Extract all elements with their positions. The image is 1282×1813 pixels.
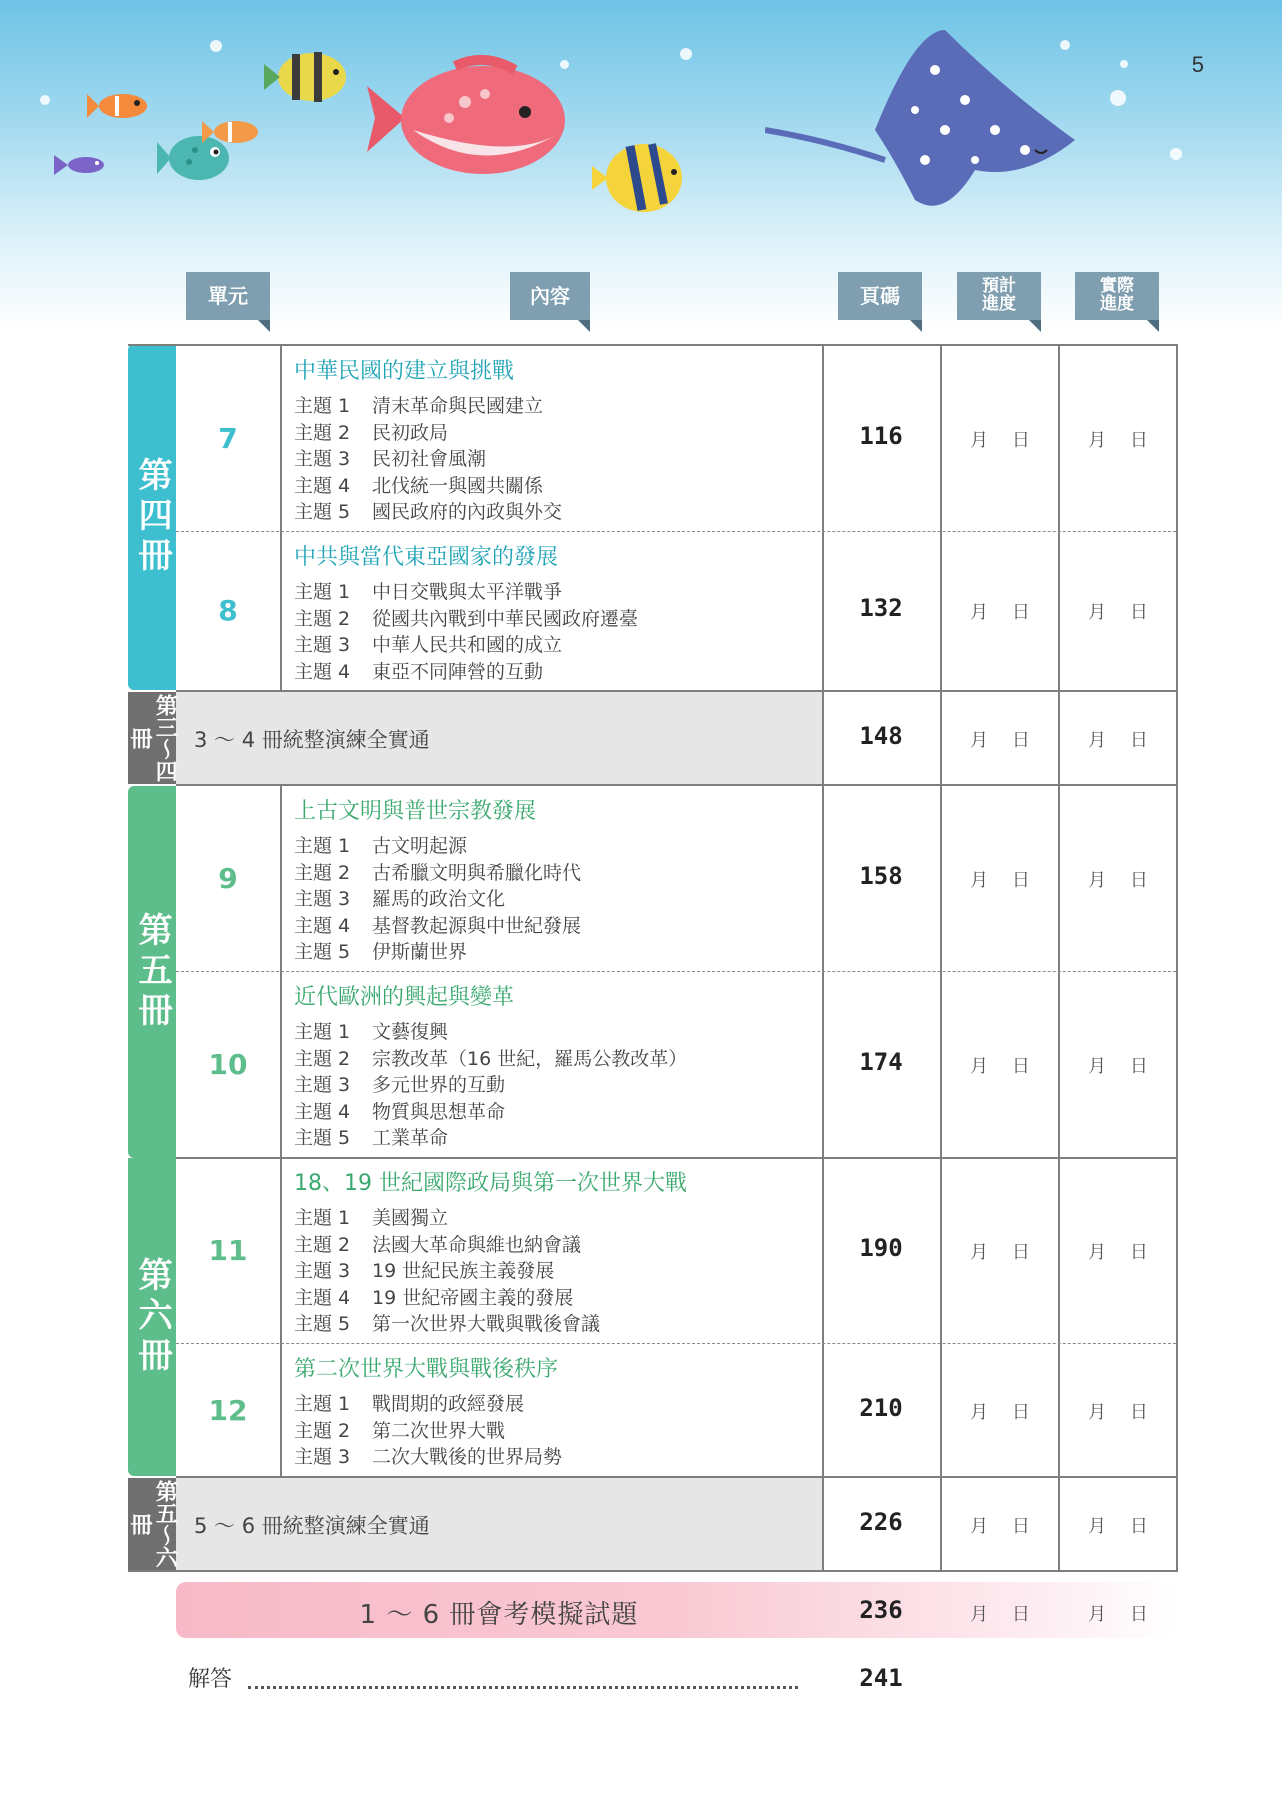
topic-item[interactable]: 主題 4 19 世紀帝國主義的發展 — [294, 1286, 574, 1309]
actual-date[interactable]: 月 日 — [1088, 430, 1148, 451]
topic-item[interactable]: 主題 1 清末革命與民國建立 — [294, 395, 544, 417]
row-divider — [176, 1476, 1178, 1478]
header-unit: 單元 — [186, 272, 270, 320]
bubble-icon — [40, 95, 50, 105]
topic-item[interactable]: 主題 1 古文明起源 — [294, 835, 468, 857]
divider — [822, 344, 824, 1572]
volume-5-label: 第五冊 — [128, 786, 176, 1158]
page-number-cell: 132 — [859, 594, 903, 622]
planned-date[interactable]: 月 日 — [970, 1056, 1030, 1077]
row-divider — [176, 784, 1178, 786]
pink-fish-icon — [365, 52, 575, 182]
actual-date[interactable]: 月 日 — [1088, 1604, 1148, 1625]
header-content: 內容 — [510, 272, 590, 320]
bubble-icon — [680, 48, 692, 60]
unit-number: 10 — [208, 1048, 248, 1081]
topic-item[interactable]: 主題 1 文藝復興 — [294, 1021, 449, 1043]
unit-content — [294, 354, 814, 526]
topic-item[interactable]: 主題 1 中日交戰與太平洋戰爭 — [294, 581, 563, 603]
topic-item[interactable]: 主題 1 戰間期的政經發展 — [294, 1393, 525, 1415]
actual-date[interactable]: 月 日 — [1088, 1516, 1148, 1537]
unit-content — [294, 1166, 814, 1338]
page-number-cell: 241 — [859, 1664, 903, 1692]
page-number-cell: 210 — [859, 1394, 903, 1422]
topic-item[interactable]: 主題 4 北伐統一與國共關係 — [294, 474, 544, 497]
planned-date[interactable]: 月 日 — [970, 1402, 1030, 1423]
unit-number: 11 — [208, 1234, 248, 1267]
unit-number: 8 — [218, 594, 238, 627]
topic-item[interactable]: 主題 2 古希臘文明與希臘化時代 — [294, 861, 582, 884]
unit-content — [294, 1352, 814, 1471]
topic-item[interactable]: 主題 3 二次大戰後的世界局勢 — [294, 1446, 563, 1468]
dot-leader — [248, 1664, 798, 1689]
volume-3-4-label: 第三～四冊 — [127, 694, 178, 782]
page-number-cell: 158 — [859, 862, 903, 890]
bubble-icon — [1170, 148, 1182, 160]
chapter-title[interactable]: 18、19 世紀國際政局與第一次世界大戰 — [294, 1171, 687, 1196]
divider — [280, 344, 282, 690]
topic-item[interactable]: 主題 4 東亞不同陣營的互動 — [294, 660, 544, 683]
divider — [280, 786, 282, 1476]
page-number-cell: 174 — [859, 1048, 903, 1076]
chapter-title[interactable]: 上古文明與普世宗教發展 — [294, 799, 537, 824]
volume-6-label: 第六冊 — [128, 1158, 176, 1476]
divider — [1058, 344, 1060, 1572]
topic-item[interactable]: 主題 5 伊斯蘭世界 — [294, 941, 468, 963]
topic-item[interactable]: 主題 5 第一次世界大戰與戰後會議 — [294, 1313, 601, 1335]
page-number-cell: 116 — [859, 422, 903, 450]
header-actual-line2: 進度 — [1100, 294, 1134, 314]
topic-item[interactable]: 主題 4 基督教起源與中世紀發展 — [294, 914, 582, 937]
topic-item[interactable]: 主題 2 民初政局 — [294, 421, 449, 444]
actual-date[interactable]: 月 日 — [1088, 1056, 1148, 1077]
unit-number: 9 — [218, 862, 238, 895]
orange-fish-icon — [85, 88, 155, 124]
review-3-4-title[interactable]: 3 ～ 4 冊統整演練全實通 — [194, 728, 430, 752]
unit-number: 7 — [218, 422, 238, 455]
actual-date[interactable]: 月 日 — [1088, 730, 1148, 751]
purple-fish-icon — [52, 152, 108, 178]
page-number-cell: 148 — [859, 722, 903, 750]
planned-date[interactable]: 月 日 — [970, 730, 1030, 751]
chapter-title[interactable]: 近代歐洲的興起與變革 — [294, 985, 515, 1010]
butterflyfish-icon — [590, 132, 690, 222]
clownfish-icon — [200, 115, 264, 149]
chapter-title[interactable]: 中共與當代東亞國家的發展 — [294, 545, 559, 570]
bubble-icon — [1120, 60, 1128, 68]
planned-date[interactable]: 月 日 — [970, 1604, 1030, 1625]
row-divider — [176, 690, 1178, 692]
actual-date[interactable]: 月 日 — [1088, 1402, 1148, 1423]
row-divider — [176, 971, 1176, 972]
page-number-cell: 190 — [859, 1234, 903, 1262]
planned-date[interactable]: 月 日 — [970, 430, 1030, 451]
topic-item[interactable]: 主題 2 第二次世界大戰 — [294, 1419, 506, 1442]
unit-content — [294, 794, 814, 966]
divider — [940, 344, 942, 1572]
bubble-icon — [210, 40, 222, 52]
chapter-title[interactable]: 第二次世界大戰與戰後秩序 — [294, 1357, 559, 1382]
topic-item[interactable]: 主題 3 19 世紀民族主義發展 — [294, 1260, 555, 1282]
header-planned-line2: 進度 — [982, 294, 1016, 314]
planned-date[interactable]: 月 日 — [970, 602, 1030, 623]
planned-date[interactable]: 月 日 — [970, 1242, 1030, 1263]
page-number-cell: 236 — [859, 1596, 903, 1624]
topic-item[interactable]: 主題 3 民初社會風潮 — [294, 448, 487, 470]
topic-item[interactable]: 主題 2 從國共內戰到中華民國政府遷臺 — [294, 607, 639, 630]
unit-number: 12 — [208, 1394, 248, 1427]
topic-item[interactable]: 主題 3 中華人民共和國的成立 — [294, 634, 563, 656]
topic-item[interactable]: 主題 5 工業革命 — [294, 1127, 449, 1149]
volume-4-label: 第四冊 — [128, 344, 176, 690]
actual-date[interactable]: 月 日 — [1088, 602, 1148, 623]
topic-item[interactable]: 主題 5 國民政府的內政與外交 — [294, 501, 563, 523]
angelfish-icon — [262, 42, 354, 112]
page-number: 5 — [1191, 52, 1204, 77]
mock-exam-title[interactable]: 1 ～ 6 冊會考模擬試題 — [359, 1600, 639, 1630]
header-actual-progress — [1075, 272, 1159, 320]
planned-date[interactable]: 月 日 — [970, 1516, 1030, 1537]
volume-5-6-label: 第五～六冊 — [127, 1480, 178, 1568]
header-actual-line1: 實際 — [1100, 276, 1134, 297]
chapter-title[interactable]: 中華民國的建立與挑戰 — [294, 359, 515, 384]
manta-ray-icon — [765, 20, 1085, 230]
unit-content — [294, 980, 814, 1152]
header-planned-line1: 預計 — [982, 276, 1016, 297]
topic-item[interactable]: 主題 2 宗教改革（16 世紀，羅馬公教改革） — [294, 1047, 688, 1070]
topic-item[interactable]: 主題 3 羅馬的政治文化 — [294, 888, 506, 910]
actual-date[interactable]: 月 日 — [1088, 870, 1148, 891]
topic-item[interactable]: 主題 4 物質與思想革命 — [294, 1100, 506, 1123]
row-divider — [176, 1343, 1176, 1344]
topic-item[interactable]: 主題 1 美國獨立 — [294, 1207, 449, 1229]
header-page: 頁碼 — [838, 272, 922, 320]
row-divider — [176, 531, 1176, 532]
actual-date[interactable]: 月 日 — [1088, 1242, 1148, 1263]
header-planned-progress — [957, 272, 1041, 320]
page-number-cell: 226 — [859, 1508, 903, 1536]
row-divider — [176, 1157, 1178, 1159]
topic-item[interactable]: 主題 2 法國大革命與維也納會議 — [294, 1233, 582, 1256]
review-5-6-title[interactable]: 5 ～ 6 冊統整演練全實通 — [194, 1514, 430, 1538]
planned-date[interactable]: 月 日 — [970, 870, 1030, 891]
topic-item[interactable]: 主題 3 多元世界的互動 — [294, 1074, 506, 1096]
answers-label[interactable]: 解答 — [188, 1667, 233, 1692]
unit-content — [294, 540, 814, 685]
bubble-icon — [1110, 90, 1126, 106]
